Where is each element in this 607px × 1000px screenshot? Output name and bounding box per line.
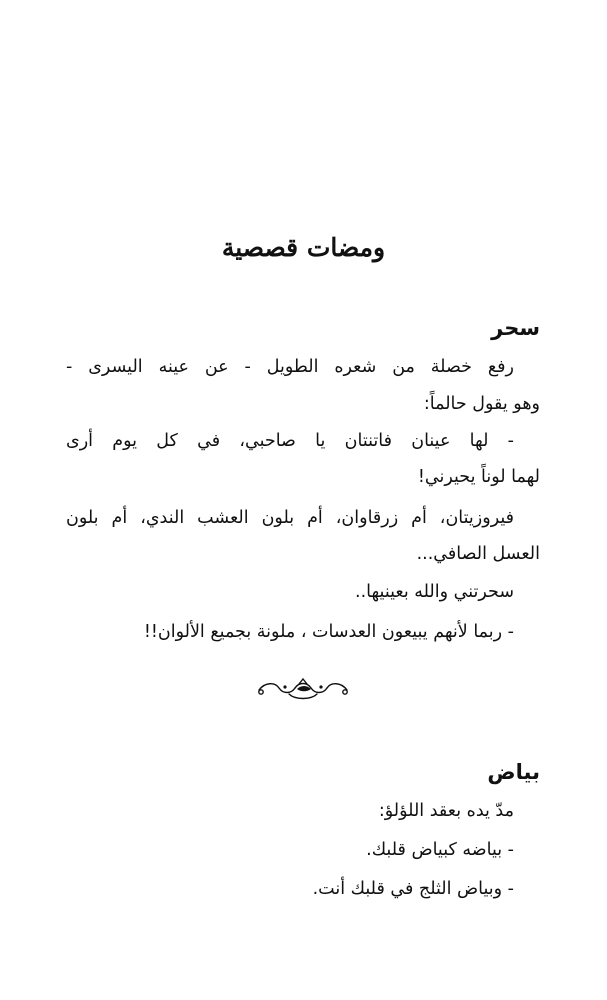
story-title-sihr: سحر [491,316,540,340]
story-line: - ربما لأنهم يبيعون العدسات ، ملونة بجميع الألوان!! [143,622,514,642]
story-line: - بياضه كبياض قلبك. [366,840,514,860]
story-line: سحرتني والله بعينيها.. [355,582,514,602]
story-line: رفع خصلة من شعره الطويل - عن عينه اليسرى - [66,357,514,377]
story-title-bayad: بياض [487,760,540,784]
story-line: وهو يقول حالماً: [423,394,540,414]
ornament-divider-icon [255,676,351,704]
story-line: فيروزيتان، أم زرقاوان، أم بلون العشب الندي، أم بلون [66,508,514,528]
story-line: مدّ يده بعقد اللؤلؤ: [378,801,514,821]
story-line: - وبياض الثلج في قلبك أنت. [312,879,514,899]
story-line: العسل الصافي... [416,544,540,564]
story-line: لهما لوناً يحيرني! [417,467,540,487]
story-line: - لها عينان فاتنتان يا صاحبي، في كل يوم أرى [66,431,514,451]
page-title: ومضات قصصية [221,233,386,262]
